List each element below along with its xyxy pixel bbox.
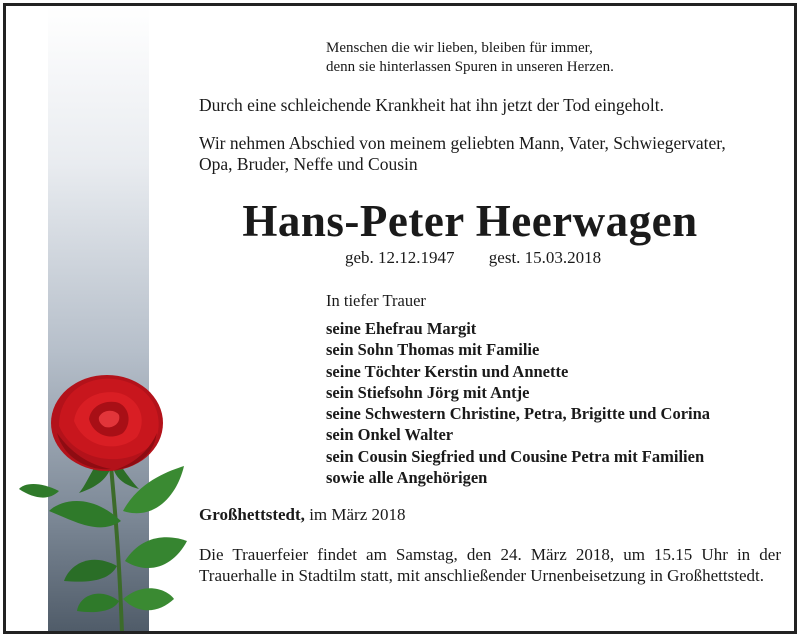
mourner: seine Schwestern Christine, Petra, Brigitte und Corina [326,404,711,424]
date-line: im März 2018 [309,505,406,524]
mourner: sein Onkel Walter [326,425,454,445]
place-name: Großhettstedt, [199,505,305,524]
farewell-text [199,133,726,175]
death-date: gest. 15.03.2018 [488,248,602,267]
mourner: sein Sohn Thomas mit Familie [326,340,540,360]
place-date-line [199,505,406,525]
mourner: sein Stiefsohn Jörg mit Antje [326,382,530,402]
motto [326,39,614,77]
deceased-name: Hans-Peter Heerwagen [242,196,698,246]
rose-image [19,371,189,633]
obituary-notice [3,3,797,634]
farewell-line: Opa, Bruder, Neffe und Cousin [199,154,418,174]
farewell-line: Wir nehmen Abschied von meinem geliebten Mann, Vater, Schwiegervater, [199,133,726,153]
mourners-list [326,318,710,488]
mourner: sein Cousin Siegfried und Cousine Petra mit Familien [326,446,705,466]
mourner: seine Ehefrau Margit [326,319,477,338]
mourner: sowie alle Angehörigen [326,468,488,488]
mourning-heading: In tiefer Trauer [326,291,426,310]
motto-line: denn sie hinterlassen Spuren in unseren Herzen. [326,59,614,75]
birth-date: geb. 12.12.1947 [345,248,455,267]
life-dates [345,248,601,268]
motto-line: Menschen die wir lieben, bleiben für immer, [326,40,593,56]
intro-text: Durch eine schleichende Krankheit hat ihn jetzt der Tod eingeholt. [199,95,664,115]
mourner: seine Töchter Kerstin und Annette [326,361,569,381]
service-info: Die Trauerfeier findet am Samstag, den 24. März 2018, um 15.15 Uhr in der Trauerhalle in Stadtilm statt, mit anschließender Urnenbeisetzung in Großhettstedt. [199,545,781,585]
